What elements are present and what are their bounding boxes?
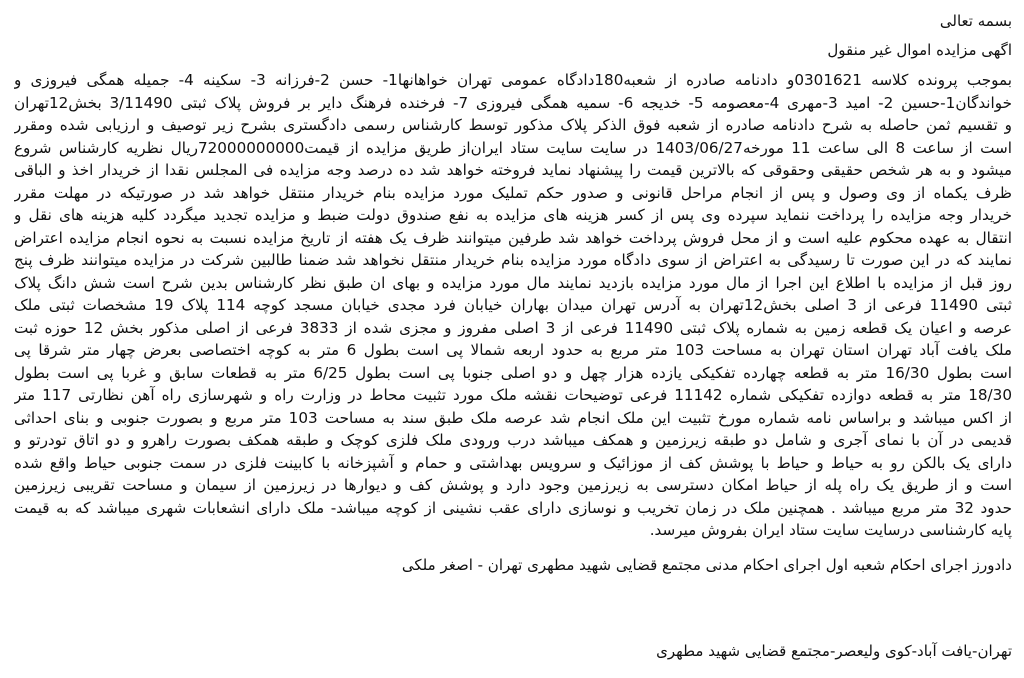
body-line: بموجب پرونده کلاسه 0301621و دادنامه صادره از شعبه180دادگاه عمومی تهران خواهانها1- حسن 2-فرزانه 3- سکینه 4- جمیله همگی فیروزی و (14, 71, 1012, 89)
body-line: ظرف یکماه از وی وصول و پس از انجام مراحل قانونی و صدور حکم تملیک مورد مزایده بنام خریدار منتقل خواهد شد در صورتیکه در مهلت مقرر (14, 183, 1012, 202)
body-line: حدود 32 متر مربع میباشد . همچنین ملک در زمان تخریب و نوسازی دارای عقب نشینی از کوچه میباشد- ملک دارای انشعابات شهری میباشد که به قیمت (14, 498, 1012, 517)
body-line: دارای یک بالکن رو به حیاط و حیاط با پوشش کف از موزائیک و سرویس بهداشتی و حمام و آشپزخانه با کابینت فلزی در سمت جنوبی حیاط واقع شده (14, 453, 1012, 472)
body-line: و تقسیم ثمن حاصله به شرح دادنامه صادره از شعبه فوق الذکر پلاک مذکور توسط کارشناس رسمی دادگستری بشرح زیر توصیف و ارزیابی شده ومقرر (14, 116, 1012, 134)
body-line: نمایند که در این صورت تا رسیدگی به اعتراض از سوی دادگاه مورد مزایده بنام خریدار منتقل نخواهد شد ضمنا طالبین شرکت در مزایده میتوانند ظرف پنج (14, 251, 1012, 269)
body-line: پایه کارشناسی درسایت سایت ستاد ایران بفروش میرسد. (649, 521, 1012, 539)
body-line: انتقال به عهده محکوم علیه است و از محل فروش پرداخت خواهد شد طرفین میتوانند ظرف یک هفته از تاریخ مزایده نسبت به نحوه انجام مزایده اعتراض (14, 228, 1012, 247)
signature-text: دادورز اجرای احکام شعبه اول اجرای احکام مدنی مجتمع قضایی شهید مطهری تهران - اصغر ملکی (401, 555, 1012, 574)
footer-address: تهران-یافت آباد-کوی ولیعصر-مجتمع قضایی شهید مطهری (656, 642, 1012, 660)
notice-document (14, 10, 1012, 678)
body-line: ثبتی 11490 فرعی از 3 اصلی بخش12تهران به آدرس تهران میدان بهاران خیابان فرد مجدی خیابان مسجد کوچه 114 پلاک 19 مشخصات ثبتی ملک (14, 296, 1012, 314)
notice-body (14, 69, 1012, 542)
body-line: روز قبل از مزایده با اطلاع این اجرا از مال مورد مزایده بازدید نمایند مال مورد مزایده و بهای ان طبق نظر کارشناس بدین شرح است شش دانگ پلاک (14, 273, 1012, 292)
body-line: خریدار وجه مزایده را پرداخت ننماید سپرده وی پس از کسر هزینه های مزایده به نفع صندوق دولت ضبط و مزایده تجدید میگردد کلیه هزینه های نقل و (14, 206, 1012, 224)
body-line: ملک یافت آباد تهران استان تهران به مساحت 103 متر مربع به حدود اربعه شمالا پی است بطول 6 متر به کوچه اختصاصی بعرض چهار متر شرقا پی (14, 341, 1012, 359)
notice-title: اگهی مزایده اموال غیر منقول (827, 41, 1012, 59)
body-line: عرصه و اعیان یک قطعه زمین به شماره پلاک ثبتی 11490 فرعی از 3 اصلی مفروز و مجزی شده از 3833 فرعی از اصلی مذکور بخش 12 حوزه ثبت (14, 318, 1012, 337)
greeting-text: بسمه تعالی (939, 12, 1012, 30)
body-line: 18/30 متر به قطعه دوازده تفکیکی شماره 11142 فرعی توضیحات نقشه ملک مورد تثبیت محاط در وزارت راه و شهرسازی راه آهن نظارتی 117 متر (14, 386, 1012, 404)
body-line: است بطول 16/30 متر به قطعه چهارده تفکیکی یازده هزار چهل و دو اصلی جنوبا پی است بطول 6/25 متر به قطعات سابق و غربا پی است بطول (14, 363, 1012, 382)
body-line: میشود و به هر شخص حقیقی وحقوقی که بالاترین قیمت را پیشنهاد نماید فروخته خواهد شد ده درصد وجه مزایده فی المجلس نقدا از خریدار اخذ و الباقی (14, 161, 1012, 179)
body-line: خواندگان1-حسین 2- امید 3-مهری 4-معصومه 5- خدیجه 6- سمیه همگی فیروزی 7- فرخنده فرهنگ دایر بر فروش پلاک ثبتی 3/11490 بخش12تهران (14, 93, 1012, 112)
body-line: است و از طریق یک راه پله از حیاط امکان دسترسی به زیرزمین وجود دارد و پوشش کف و دیوارها در زیرزمین از سیمان و مساحت تقریبی زیرزمین (14, 476, 1012, 494)
body-line: است از ساعت 8 الی ساعت 11 مورخه1403/06/27 در سایت سایت ستاد ایران‌از طریق مزایده از قیمت72000000000ریال نظریه کارشناس شروع (14, 138, 1012, 157)
body-line: قدیمی در آن با نمای آجری و شامل دو طبقه زیرزمین و همکف میباشد درب ورودی ملک فلزی کوچک و طبقه همکف بصورت راهرو و دو اتاق تودرتو و (14, 431, 1012, 449)
body-line: از اکس میباشد و براساس نامه شماره مورخ تثبیت این ملک انجام شد عرصه ملک طبق سند به مساحت 103 متر مربع و بصورت جنوبی و بنای احداثی (14, 408, 1012, 427)
